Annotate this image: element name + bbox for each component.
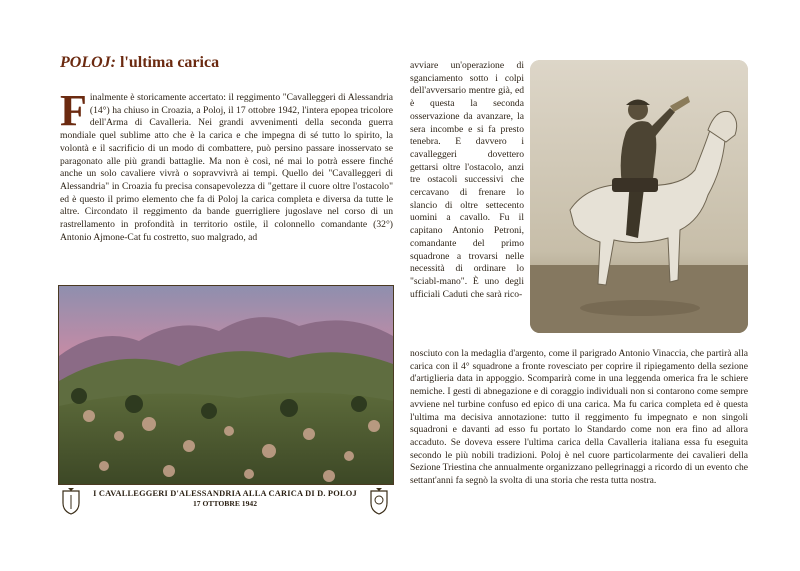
column-1-text: inalmente è storicamente accertato: il reggimento "Cavalleggeri di Alessandria (14°) ha chiuso in Croazia, a Poloj, il 17 ottobre 1942, l'intera epopea tricolore dell'Arma di Cavalleria. Nei grandi avvenimenti della seconda guerra mondiale quel sublime atto che è la carica e che impegna di sé tutto lo spirito, la volontà e il sacrificio di un modo di combattere, può persino passare inosservato se paragonato alle più grandi battaglie. Ma non è così, né mai lo potrà essere finché anche un solo cavaliere vivrà o sopravvivrà ai tempi. Quello dei "Cavalleggeri di Alessandria" in Croazia fu precisa consapevolezza di "gettare il cuore oltre l'ostacolo" ed è questo il primo elemento che fa di Poloj la carica completa e diversa da tutte le altre. Circondato il reggimento da bande guerrigliere jugoslave nel corso di un rastrellamento in profondità in territorio ostile, il colonnello comandante (32°) Antonio Ajmone-Cat fu costretto, suo malgrado, ad [60,92,393,243]
crest-right-icon [368,487,390,515]
article-column-1 [60,86,393,244]
charge-painting [58,285,394,485]
article-title [60,54,219,72]
title-place: POLOJ: [60,54,116,71]
crest-left-icon [60,487,82,515]
title-subtitle: l'ultima carica [115,54,220,71]
drop-cap: F [60,86,87,135]
cavalryman-photo [530,60,748,333]
painting-caption [58,484,392,518]
caption-title: I CAVALLEGGERI D'ALESSANDRIA ALLA CARICA DI D. POLOJ [93,489,357,498]
caption-date: 17 OTTOBRE 1942 [193,499,257,508]
article-column-2: avviare un'operazione di sganciamento sotto i colpi dell'avversario mentre già, ed è questa la seconda osservazione da avanzare, la sera incombe e si fa presto tenebra. E davvero i cavalleggeri dovettero gettarsi oltre l'ostacolo, anzi tre ostacoli successivi che cercavano di frenare lo slancio di oltre settecento uomini a cavallo. Fu il capitano Antonio Petroni, comandante del primo squadrone a trovarsi nelle necessità di ordinare lo "sciabl-mano". È uno degli ufficiali Caduti che sarà rico- [410,60,524,300]
article-continuation: nosciuto con la medaglia d'argento, come il parigrado Antonio Vinaccia, che partirà alla carica con il 4° squadrone a fronte rovesciato per coprire il ripiegamento della sezione d'artiglieria data in appoggio. Scomparirà come in una leggenda omerica fra le schiere nemiche. I gesti di abnegazione e di coraggio individuali non si contarono come sempre avviene nel turbine confuso ed epico di una carica. Ma fu carica completa ed è questa l'ultima ma decisiva annotazione: tutto il reggimento fu impegnato e non singoli squadroni e davanti ad esso fu portato lo Standardo come non era fino ad allora accaduto. Se doveva essere l'ultima carica della Cavalleria italiana essa fu eseguita secondo le più nobili tradizioni. Poloj è nel cuore particolarmente dei cavalieri della Sezione Triestina che annualmente organizzano pellegrinaggi a ricordo di un evento che settant'anni fa segnò la svolta di una storia che resta tutta nostra. [410,348,748,487]
